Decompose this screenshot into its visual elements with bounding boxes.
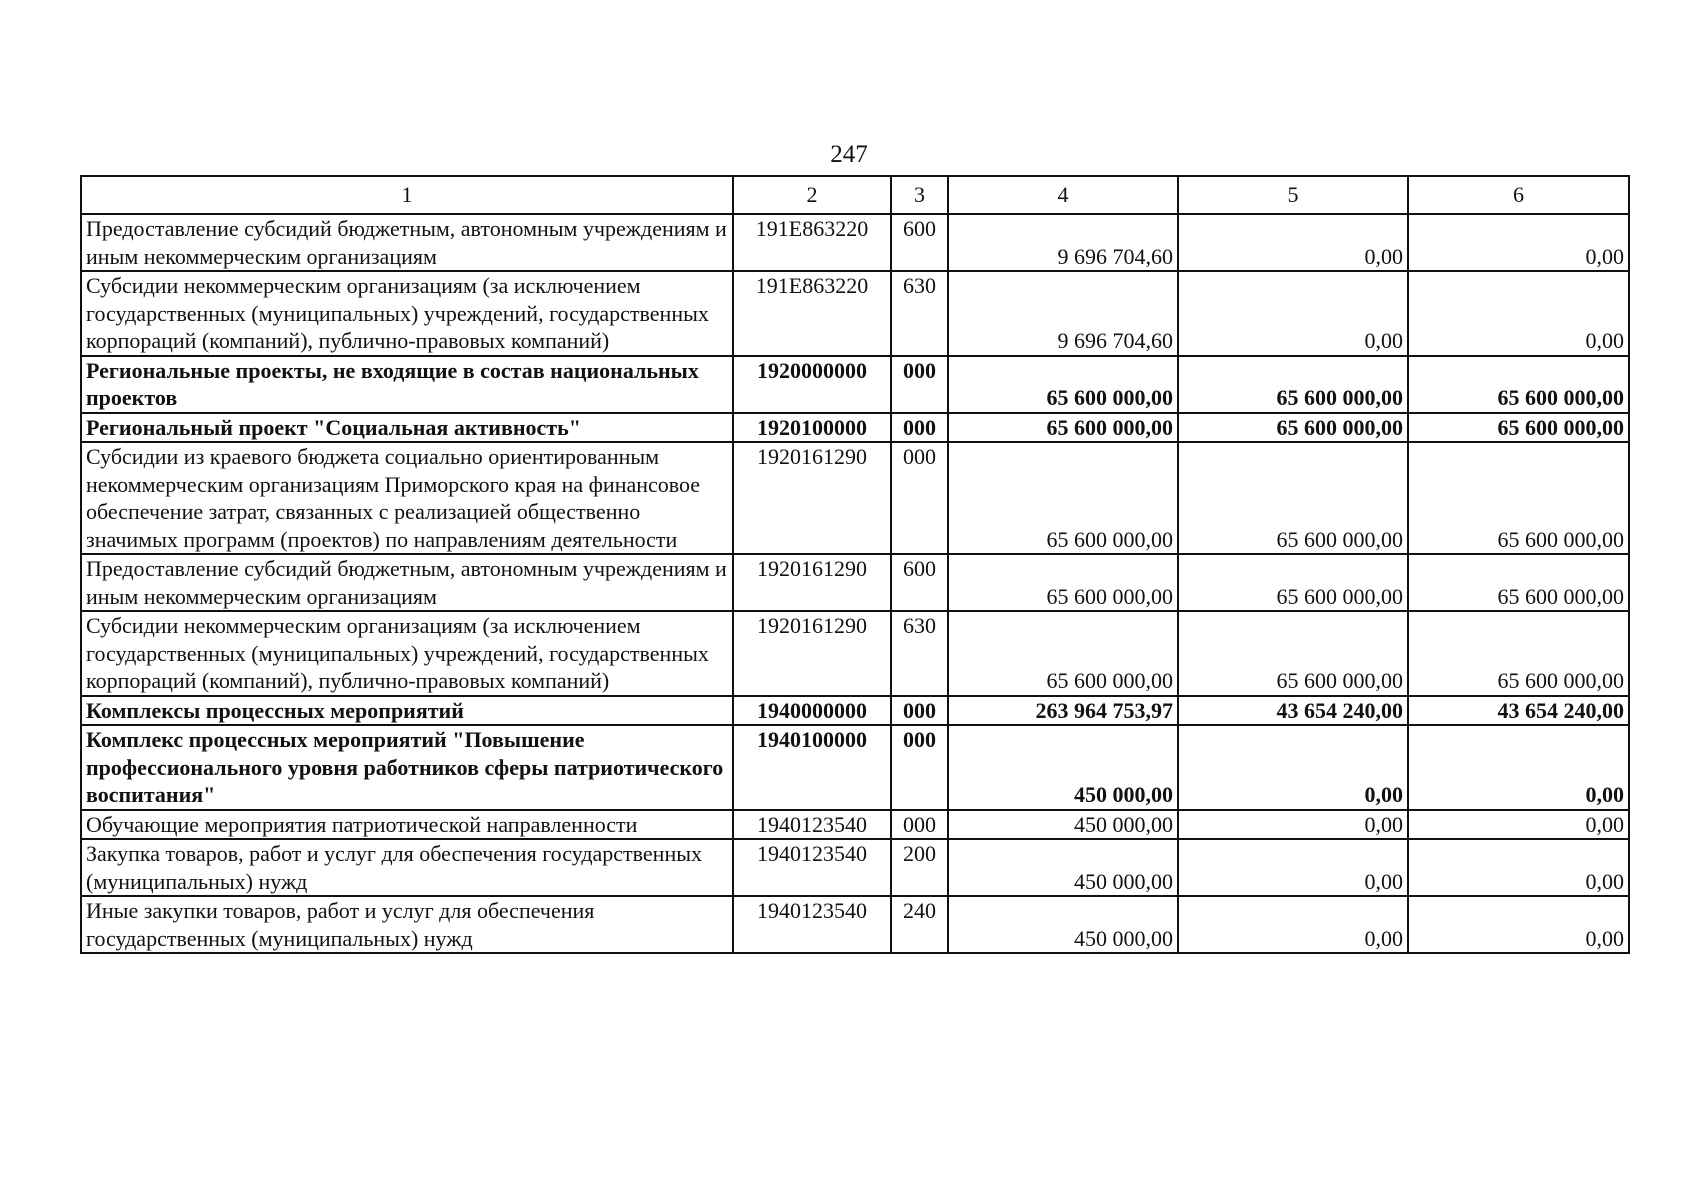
row-expense-type: 000 xyxy=(891,696,948,726)
row-name: Предоставление субсидий бюджетным, автономным учреждениям и иным некоммерческим организациям xyxy=(81,554,733,611)
row-code: 1920000000 xyxy=(733,356,891,413)
row-name: Региональный проект "Социальная активность" xyxy=(81,413,733,443)
row-value-col5: 0,00 xyxy=(1178,725,1408,810)
row-value-col6: 0,00 xyxy=(1408,839,1629,896)
row-expense-type: 000 xyxy=(891,413,948,443)
header-col-1: 1 xyxy=(81,176,733,214)
row-value-col6: 65 600 000,00 xyxy=(1408,356,1629,413)
row-value-col6: 0,00 xyxy=(1408,214,1629,271)
header-row xyxy=(81,176,1629,214)
row-value-col5: 43 654 240,00 xyxy=(1178,696,1408,726)
row-expense-type: 630 xyxy=(891,611,948,696)
row-value-col4: 65 600 000,00 xyxy=(948,442,1178,554)
table-row xyxy=(81,442,1629,554)
row-value-col5: 0,00 xyxy=(1178,896,1408,953)
row-expense-type: 240 xyxy=(891,896,948,953)
table-row xyxy=(81,611,1629,696)
row-value-col4: 450 000,00 xyxy=(948,810,1178,840)
row-code: 1920161290 xyxy=(733,554,891,611)
table-row xyxy=(81,810,1629,840)
table-body xyxy=(81,214,1629,953)
row-name: Региональные проекты, не входящие в состав национальных проектов xyxy=(81,356,733,413)
row-expense-type: 200 xyxy=(891,839,948,896)
row-value-col6: 65 600 000,00 xyxy=(1408,413,1629,443)
row-value-col6: 0,00 xyxy=(1408,725,1629,810)
row-name: Субсидии из краевого бюджета социально ориентированным некоммерческим организациям Приморского края на финансовое обеспечение затрат, связанных с реализацией общественно значимых программ (проектов) по направлениям деятельности xyxy=(81,442,733,554)
row-code: 1940123540 xyxy=(733,896,891,953)
row-value-col5: 0,00 xyxy=(1178,839,1408,896)
row-name: Субсидии некоммерческим организациям (за исключением государственных (муниципальных) учреждений, государственных корпораций (компаний), публично-правовых компаний) xyxy=(81,271,733,356)
row-expense-type: 600 xyxy=(891,554,948,611)
row-name: Предоставление субсидий бюджетным, автономным учреждениям и иным некоммерческим организациям xyxy=(81,214,733,271)
row-name: Субсидии некоммерческим организациям (за исключением государственных (муниципальных) учреждений, государственных корпораций (компаний), публично-правовых компаний) xyxy=(81,611,733,696)
row-code: 1940123540 xyxy=(733,810,891,840)
row-value-col4: 263 964 753,97 xyxy=(948,696,1178,726)
row-value-col4: 450 000,00 xyxy=(948,725,1178,810)
header-col-3: 3 xyxy=(891,176,948,214)
row-name: Обучающие мероприятия патриотической направленности xyxy=(81,810,733,840)
header-col-6: 6 xyxy=(1408,176,1629,214)
table-row xyxy=(81,413,1629,443)
row-value-col6: 43 654 240,00 xyxy=(1408,696,1629,726)
row-value-col5: 0,00 xyxy=(1178,214,1408,271)
row-value-col6: 0,00 xyxy=(1408,271,1629,356)
table-row xyxy=(81,839,1629,896)
row-code: 191E863220 xyxy=(733,271,891,356)
row-value-col5: 65 600 000,00 xyxy=(1178,554,1408,611)
row-expense-type: 630 xyxy=(891,271,948,356)
row-value-col6: 0,00 xyxy=(1408,810,1629,840)
header-col-5: 5 xyxy=(1178,176,1408,214)
row-code: 1940000000 xyxy=(733,696,891,726)
row-value-col4: 450 000,00 xyxy=(948,896,1178,953)
table-row xyxy=(81,214,1629,271)
row-value-col6: 65 600 000,00 xyxy=(1408,611,1629,696)
row-name: Иные закупки товаров, работ и услуг для обеспечения государственных (муниципальных) нужд xyxy=(81,896,733,953)
row-value-col4: 65 600 000,00 xyxy=(948,554,1178,611)
row-value-col5: 0,00 xyxy=(1178,271,1408,356)
table-row xyxy=(81,271,1629,356)
row-value-col6: 65 600 000,00 xyxy=(1408,442,1629,554)
row-code: 1940100000 xyxy=(733,725,891,810)
row-expense-type: 000 xyxy=(891,442,948,554)
row-value-col4: 9 696 704,60 xyxy=(948,271,1178,356)
table-row xyxy=(81,896,1629,953)
page-number: 247 xyxy=(830,141,868,168)
row-code: 191E863220 xyxy=(733,214,891,271)
row-value-col4: 65 600 000,00 xyxy=(948,413,1178,443)
table-row xyxy=(81,725,1629,810)
budget-table xyxy=(80,175,1630,954)
row-value-col4: 65 600 000,00 xyxy=(948,356,1178,413)
row-value-col5: 65 600 000,00 xyxy=(1178,611,1408,696)
header-col-4: 4 xyxy=(948,176,1178,214)
row-value-col4: 9 696 704,60 xyxy=(948,214,1178,271)
row-name: Комплексы процессных мероприятий xyxy=(81,696,733,726)
row-value-col4: 65 600 000,00 xyxy=(948,611,1178,696)
row-expense-type: 000 xyxy=(891,810,948,840)
row-code: 1920100000 xyxy=(733,413,891,443)
table-row xyxy=(81,554,1629,611)
row-value-col6: 65 600 000,00 xyxy=(1408,554,1629,611)
row-code: 1920161290 xyxy=(733,442,891,554)
table-header xyxy=(81,176,1629,214)
row-code: 1920161290 xyxy=(733,611,891,696)
row-value-col4: 450 000,00 xyxy=(948,839,1178,896)
table-row xyxy=(81,356,1629,413)
row-value-col5: 65 600 000,00 xyxy=(1178,442,1408,554)
row-expense-type: 000 xyxy=(891,725,948,810)
row-name: Закупка товаров, работ и услуг для обеспечения государственных (муниципальных) нужд xyxy=(81,839,733,896)
row-value-col5: 0,00 xyxy=(1178,810,1408,840)
row-value-col5: 65 600 000,00 xyxy=(1178,413,1408,443)
row-expense-type: 000 xyxy=(891,356,948,413)
row-code: 1940123540 xyxy=(733,839,891,896)
row-value-col5: 65 600 000,00 xyxy=(1178,356,1408,413)
row-value-col6: 0,00 xyxy=(1408,896,1629,953)
header-col-2: 2 xyxy=(733,176,891,214)
table-row xyxy=(81,696,1629,726)
row-name: Комплекс процессных мероприятий "Повышение профессионального уровня работников сферы патриотического воспитания" xyxy=(81,725,733,810)
row-expense-type: 600 xyxy=(891,214,948,271)
